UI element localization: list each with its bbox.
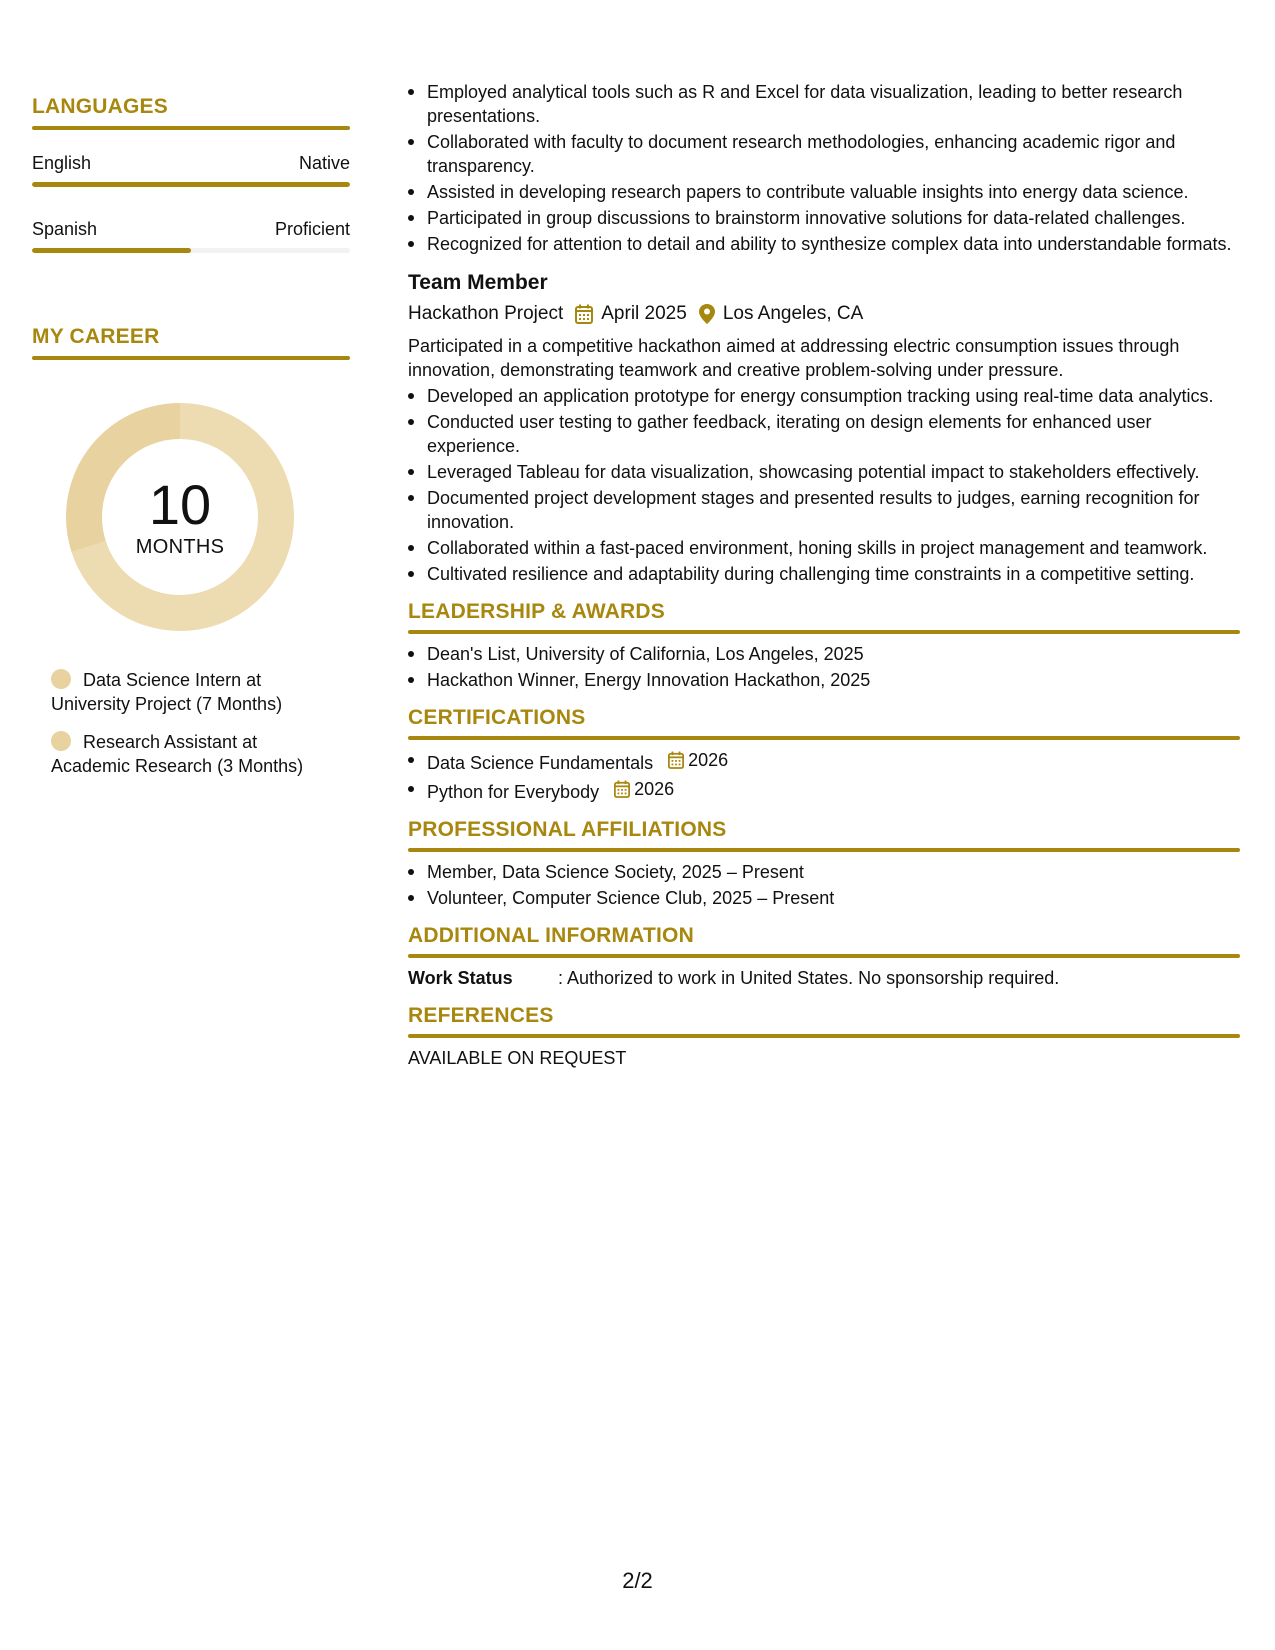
- bullet-item: Cultivated resilience and adaptability during challenging time constraints in a competitive setting.: [408, 562, 1240, 586]
- section-title-leadership: LEADERSHIP & AWARDS: [408, 600, 665, 623]
- languages-section: [32, 95, 350, 253]
- legend-item: [51, 668, 350, 716]
- career-donut-chart: [65, 402, 295, 632]
- page-number: 2/2: [622, 1568, 653, 1593]
- bullet-item: Collaborated with faculty to document research methodologies, enhancing academic rigor and transparency.: [408, 130, 1240, 178]
- career-section: [32, 325, 350, 778]
- career-total-value: 10: [148, 473, 212, 536]
- role-meta: [408, 302, 1240, 326]
- certification-year: 2026: [688, 750, 729, 770]
- calendar-icon: [575, 304, 593, 324]
- language-level-fill: [32, 248, 191, 253]
- section-title-references: REFERENCES: [408, 1004, 554, 1027]
- section-title-certifications: CERTIFICATIONS: [408, 706, 586, 729]
- language-item: [32, 218, 350, 253]
- role-date: April 2025: [601, 303, 687, 324]
- section-title-additional: ADDITIONAL INFORMATION: [408, 924, 694, 947]
- bullet-item: Leveraged Tableau for data visualization, showcasing potential impact to stakeholders effectively.: [408, 460, 1240, 484]
- certification-year: 2026: [634, 779, 675, 799]
- language-level-bar: [32, 248, 350, 253]
- legend-item: [51, 730, 350, 778]
- location-pin-icon: [699, 304, 715, 324]
- info-label: Work Status: [408, 968, 513, 988]
- bullet-item: Collaborated within a fast-paced environment, honing skills in project management and teamwork.: [408, 536, 1240, 560]
- section-rule: [32, 126, 350, 130]
- award-item: Hackathon Winner, Energy Innovation Hackathon, 2025: [408, 668, 1240, 692]
- language-name: Spanish: [32, 219, 98, 239]
- affiliation-item: Member, Data Science Society, 2025 – Present: [408, 860, 1240, 884]
- language-level: Native: [298, 153, 350, 173]
- certification-name: Python for Everybody: [427, 782, 600, 802]
- language-level-fill: [32, 182, 350, 187]
- section-title-affiliations: PROFESSIONAL AFFILIATIONS: [408, 818, 727, 841]
- info-value: : Authorized to work in United States. No sponsorship required.: [558, 968, 1060, 988]
- role-org: Hackathon Project: [408, 303, 564, 324]
- role-summary: Participated in a competitive hackathon aimed at addressing electric consumption issues through innovation, demonstrating teamwork and creative problem-solving under pressure.: [408, 336, 1180, 380]
- language-item: [32, 152, 350, 187]
- section-title-languages: LANGUAGES: [32, 95, 168, 118]
- career-legend: [51, 668, 350, 778]
- bullet-item: Assisted in developing research papers to contribute valuable insights into energy data science.: [408, 180, 1240, 204]
- language-name: English: [32, 153, 92, 173]
- certification-item: [408, 777, 1240, 804]
- references-section: [408, 1004, 1240, 1070]
- affiliations-section: [408, 818, 1240, 910]
- certifications-section: [408, 706, 1240, 804]
- calendar-icon: [668, 751, 684, 769]
- bullet-item: Conducted user testing to gather feedback, iterating on design elements for enhanced user experience.: [408, 410, 1240, 458]
- section-title-career: MY CAREER: [32, 325, 160, 348]
- bullet-item: Recognized for attention to detail and ability to synthesize complex data into understandable formats.: [408, 232, 1240, 256]
- legend-label: University Project (7 Months): [51, 694, 283, 714]
- certification-item: [408, 748, 1240, 775]
- references-text: AVAILABLE ON REQUEST: [408, 1048, 627, 1068]
- main-content: [408, 80, 1240, 1070]
- section-rule: [408, 954, 1240, 958]
- role-bullets: [408, 384, 1240, 586]
- legend-label: Academic Research (3 Months): [51, 756, 304, 776]
- sidebar: [32, 95, 350, 792]
- role-title: Team Member: [408, 271, 548, 294]
- additional-info-section: [408, 924, 1240, 990]
- bullet-item: Developed an application prototype for energy consumption tracking using real-time data analytics.: [408, 384, 1240, 408]
- experience-entry: [408, 270, 1240, 586]
- bullet-item: Participated in group discussions to brainstorm innovative solutions for data-related challenges.: [408, 206, 1240, 230]
- language-level: Proficient: [274, 219, 350, 239]
- bullet-item: Documented project development stages and presented results to judges, earning recognition for innovation.: [408, 486, 1240, 534]
- section-rule: [408, 848, 1240, 852]
- legend-dot: [51, 669, 71, 689]
- legend-label: Data Science Intern at: [83, 670, 262, 690]
- certification-name: Data Science Fundamentals: [427, 753, 654, 773]
- award-item: Dean's List, University of California, Los Angeles, 2025: [408, 642, 1240, 666]
- experience-bullets: [408, 80, 1240, 256]
- language-level-bar: [32, 182, 350, 187]
- section-rule: [408, 630, 1240, 634]
- role-location: Los Angeles, CA: [722, 303, 864, 324]
- calendar-icon: [614, 780, 630, 798]
- leadership-section: [408, 600, 1240, 692]
- section-rule: [408, 1034, 1240, 1038]
- legend-dot: [51, 731, 71, 751]
- section-rule: [32, 356, 350, 360]
- affiliation-item: Volunteer, Computer Science Club, 2025 – Present: [408, 886, 1240, 910]
- legend-label: Research Assistant at: [83, 732, 258, 752]
- bullet-item: Employed analytical tools such as R and Excel for data visualization, leading to better research presentations.: [408, 80, 1240, 128]
- section-rule: [408, 736, 1240, 740]
- career-total-unit: MONTHS: [135, 536, 225, 558]
- info-row: [408, 966, 1240, 990]
